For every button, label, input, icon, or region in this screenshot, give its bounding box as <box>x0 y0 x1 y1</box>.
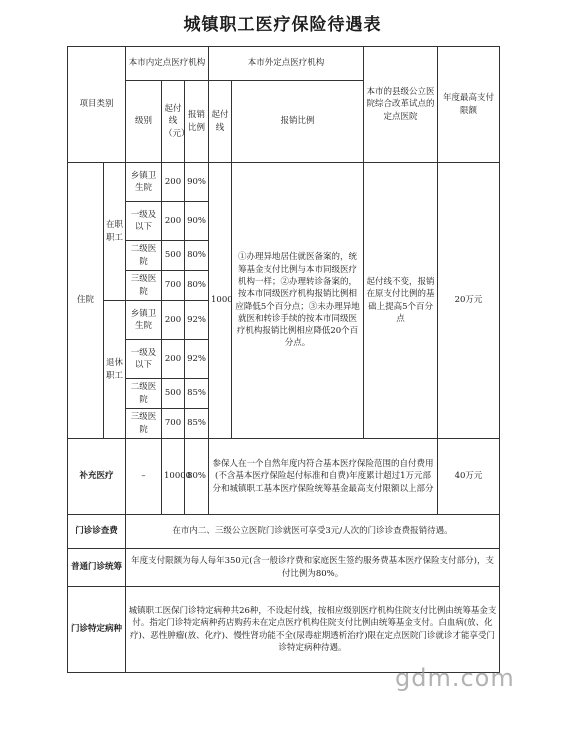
outpatient-fee-text: 在市内二、三级公立医院门诊就医可享受3元/人次的门诊诊查费报销待遇。 <box>126 515 500 549</box>
inpatient-label: 住院 <box>68 163 104 439</box>
level-cell: 一级及以下 <box>126 340 162 379</box>
county-hospital-text: 起付线不变，报销在原支付比例的基础上提高5个百分点 <box>364 163 438 439</box>
level-cell: 乡镇卫生院 <box>126 163 162 202</box>
ratio-cell: 80% <box>185 241 209 271</box>
ratio-cell: 90% <box>185 163 209 202</box>
supplement-label: 补充医疗 <box>68 439 126 515</box>
header-project-category: 项目类别 <box>68 47 126 163</box>
ratio-cell: 92% <box>185 301 209 340</box>
level-cell: 三级医院 <box>126 409 162 439</box>
header-level: 级别 <box>126 81 162 163</box>
header-out-city: 本市外定点医疗机构 <box>209 47 364 81</box>
level-cell: 一级及以下 <box>126 202 162 241</box>
ratio-cell: 92% <box>185 340 209 379</box>
threshold-cell: 500 <box>162 241 185 271</box>
ratio-cell: 80% <box>185 271 209 301</box>
retired-label: 退休职工 <box>104 301 126 439</box>
supplement-ratio: 80% <box>185 439 209 515</box>
threshold-cell: 700 <box>162 271 185 301</box>
level-cell: 乡镇卫生院 <box>126 301 162 340</box>
benefits-table <box>67 46 500 673</box>
special-outpatient-text: 城镇职工医保门诊特定病种共26种，不设起付线，按相应级别医疗机构住院支付比例由统筹基金支付。指定门诊特定病种药店购药未在定点医疗机构住院支付比例由统筹基金支付。白血病(放、化疗)、恶性肿瘤(放、化疗)、慢性肾功能不全(尿毒症期透析治疗)限在定点医院门诊就诊才能享受门诊特定病种待遇。 <box>126 587 500 673</box>
threshold-cell: 700 <box>162 409 185 439</box>
header-annual-max: 年度最高支付限额 <box>438 47 500 163</box>
watermark: gdm.com <box>395 664 515 692</box>
threshold-cell: 200 <box>162 301 185 340</box>
header-ratio-in: 报销比例 <box>185 81 209 163</box>
header-county-hospital: 本市的县级公立医院综合改革试点的定点医院 <box>364 47 438 163</box>
ratio-cell: 90% <box>185 202 209 241</box>
in-service-label: 在职职工 <box>104 163 126 301</box>
out-threshold: 1000 <box>209 163 232 439</box>
threshold-cell: 500 <box>162 379 185 409</box>
level-cell: 二级医院 <box>126 241 162 271</box>
header-in-city: 本市内定点医疗机构 <box>126 47 209 81</box>
header-ratio-out: 报销比例 <box>232 81 364 163</box>
ratio-cell: 85% <box>185 409 209 439</box>
supplement-annual-max: 40万元 <box>438 439 500 515</box>
threshold-cell: 200 <box>162 163 185 202</box>
supplement-threshold: 10000 <box>162 439 185 515</box>
level-cell: 三级医院 <box>126 271 162 301</box>
page-title: 城镇职工医疗保险待遇表 <box>183 15 382 35</box>
out-ratio-text: ①办理异地居住就医备案的，统筹基金支付比例与本市同级医疗机构一样；②办理转诊备案的，按本市同级医疗机构报销比例相应降低5个百分点；③未办理异地就医和转诊手续的按本市同级医疗机构报销比例相应降低20个百分点。 <box>232 163 364 439</box>
threshold-cell: 200 <box>162 202 185 241</box>
special-outpatient-label: 门诊特定病种 <box>68 587 126 673</box>
level-cell: 二级医院 <box>126 379 162 409</box>
ratio-cell: 85% <box>185 379 209 409</box>
supplement-level: – <box>126 439 162 515</box>
threshold-cell: 200 <box>162 340 185 379</box>
supplement-text: 参保人在一个自然年度内符合基本医疗保险范围的自付费用(不含基本医疗保险起付标准和自费)年度累计超过1万元部分和城镇职工基本医疗保险统筹基金最高支付限额以上部分 <box>209 439 438 515</box>
header-threshold-out: 起付线 <box>209 81 232 163</box>
general-outpatient-text: 年度支付限额为每人每年350元(含一般诊疗费和家庭医生签约服务费基本医疗保险支付部分)，支付比例为80%。 <box>126 549 500 587</box>
header-threshold-in: 起付线（元） <box>162 81 185 163</box>
general-outpatient-label: 普通门诊统筹 <box>68 549 126 587</box>
inpatient-annual-max: 20万元 <box>438 163 500 439</box>
outpatient-fee-label: 门诊诊查费 <box>68 515 126 549</box>
